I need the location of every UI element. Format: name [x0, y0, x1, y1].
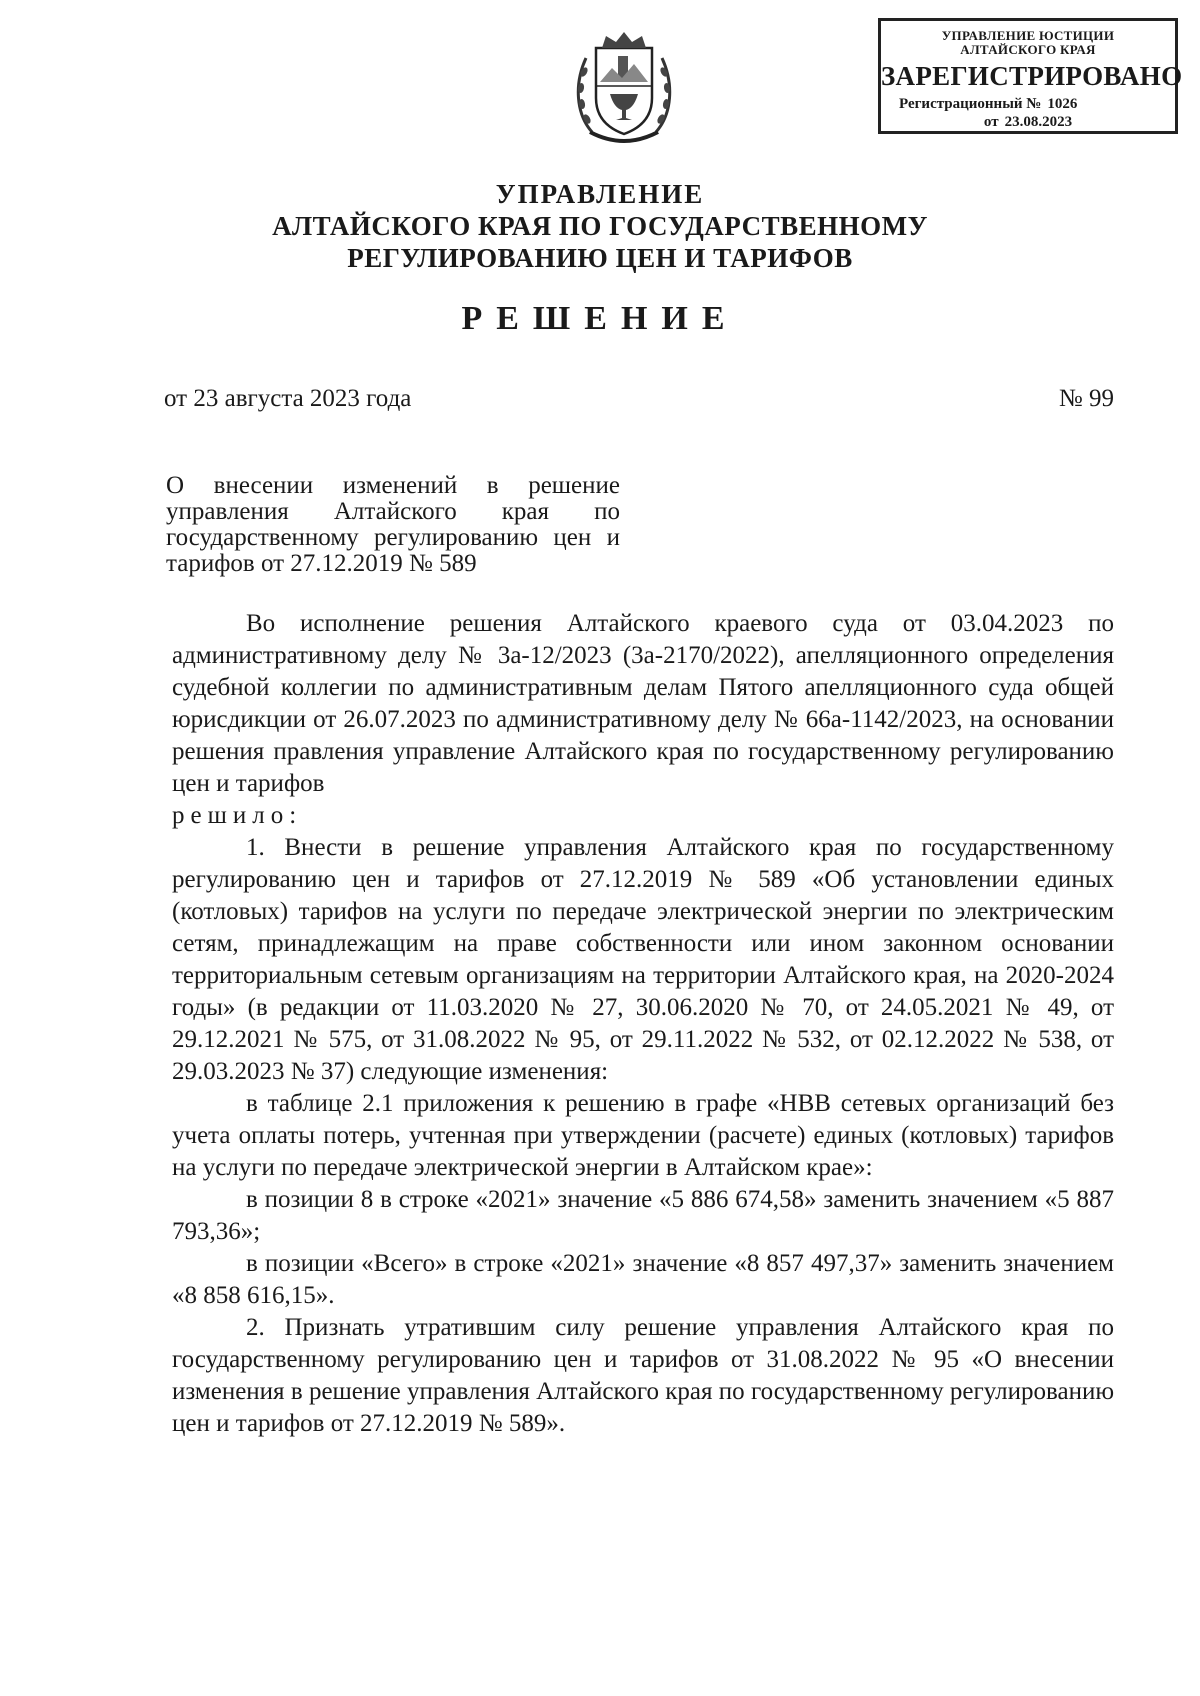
body-paragraph-preamble: Во исполнение решения Алтайского краевого суда от 03.04.2023 по административному делу № 3а-12/2023 (3а-2170/2022), апелляционного определения судебной коллегии по административным делам Пятого апелляционного суда общей юрисдикции от 26.07.2023 по административному делу № 66а-1142/2023, на основании решения правления управление Алтайского края по государственному регулированию цен и тарифов [172, 610, 1114, 797]
stamp-title: ЗАРЕГИСТРИРОВАНО [881, 61, 1183, 91]
body-decided-word: решило: [172, 802, 303, 829]
body-paragraph-position-total: в позиции «Всего» в строке «2021» значение «8 857 497,37» заменить значением «8 858 616,15». [172, 1250, 1114, 1309]
document-subject: О внесении изменений в решение управления Алтайского края по государственному регулированию цен и тарифов от 27.12.2019 № 589 [166, 472, 620, 577]
body-paragraph-item-1: 1. Внести в решение управления Алтайского края по государственному регулированию цен и тарифов от 27.12.2019 № 589 «Об установлении единых (котловых) тарифов на услуги по передаче электрической энергии по электрическим сетям, принадлежащим на праве собственности или ином законном основании территориальным сетевым организациям на территории Алтайского края, на 2020-2024 годы» (в редакции от 11.03.2020 № 27, 30.06.2020 № 70, от 24.05.2021 № 49, от 29.12.2021 № 575, от 31.08.2022 № 95, от 29.11.2022 № 532, от 02.12.2022 № 538, от 29.03.2023 № 37) следующие изменения: [172, 834, 1114, 1085]
stamp-reg-label: Регистрационный № [899, 96, 1042, 112]
org-name-line2: АЛТАЙСКОГО КРАЯ ПО ГОСУДАРСТВЕННОМУ [272, 211, 928, 241]
stamp-reg-number: 1026 [1047, 96, 1078, 112]
stamp-date-label: от [983, 114, 999, 130]
registration-stamp [878, 18, 1183, 134]
stamp-authority-line1: УПРАВЛЕНИЕ ЮСТИЦИИ [941, 28, 1115, 43]
body-paragraph-item-2: 2. Признать утратившим силу решение управления Алтайского края по государственному регулированию цен и тарифов от 31.08.2022 № 95 «О внесении изменения в решение управления Алтайского края по государственному регулированию цен и тарифов от 27.12.2019 № 589». [172, 1314, 1114, 1437]
stamp-authority-line2: АЛТАЙСКОГО КРАЯ [960, 42, 1096, 57]
document-type-heading: РЕШЕНИЕ [461, 300, 739, 337]
document-date: от 23 августа 2023 года [164, 385, 412, 412]
org-name-line3: РЕГУЛИРОВАНИЮ ЦЕН И ТАРИФОВ [347, 243, 853, 273]
coat-of-arms-icon [572, 28, 676, 152]
stamp-registration [899, 97, 1175, 112]
document-number: № 99 [1058, 385, 1114, 412]
stamp-date-line [881, 115, 1175, 130]
body-paragraph-table-change: в таблице 2.1 приложения к решению в графе «НВВ сетевых организаций без учета оплаты потерь, учтенная при утверждении (расчете) единых (котловых) тарифов на услуги по передаче электрической энергии в Алтайском крае»: [172, 1090, 1114, 1181]
document-body [172, 608, 1114, 1440]
stamp-date: 23.08.2023 [1004, 114, 1073, 130]
org-name-line1: УПРАВЛЕНИЕ [495, 179, 705, 209]
body-paragraph-position-8: в позиции 8 в строке «2021» значение «5 886 674,58» заменить значением «5 887 793,36»; [172, 1186, 1114, 1245]
